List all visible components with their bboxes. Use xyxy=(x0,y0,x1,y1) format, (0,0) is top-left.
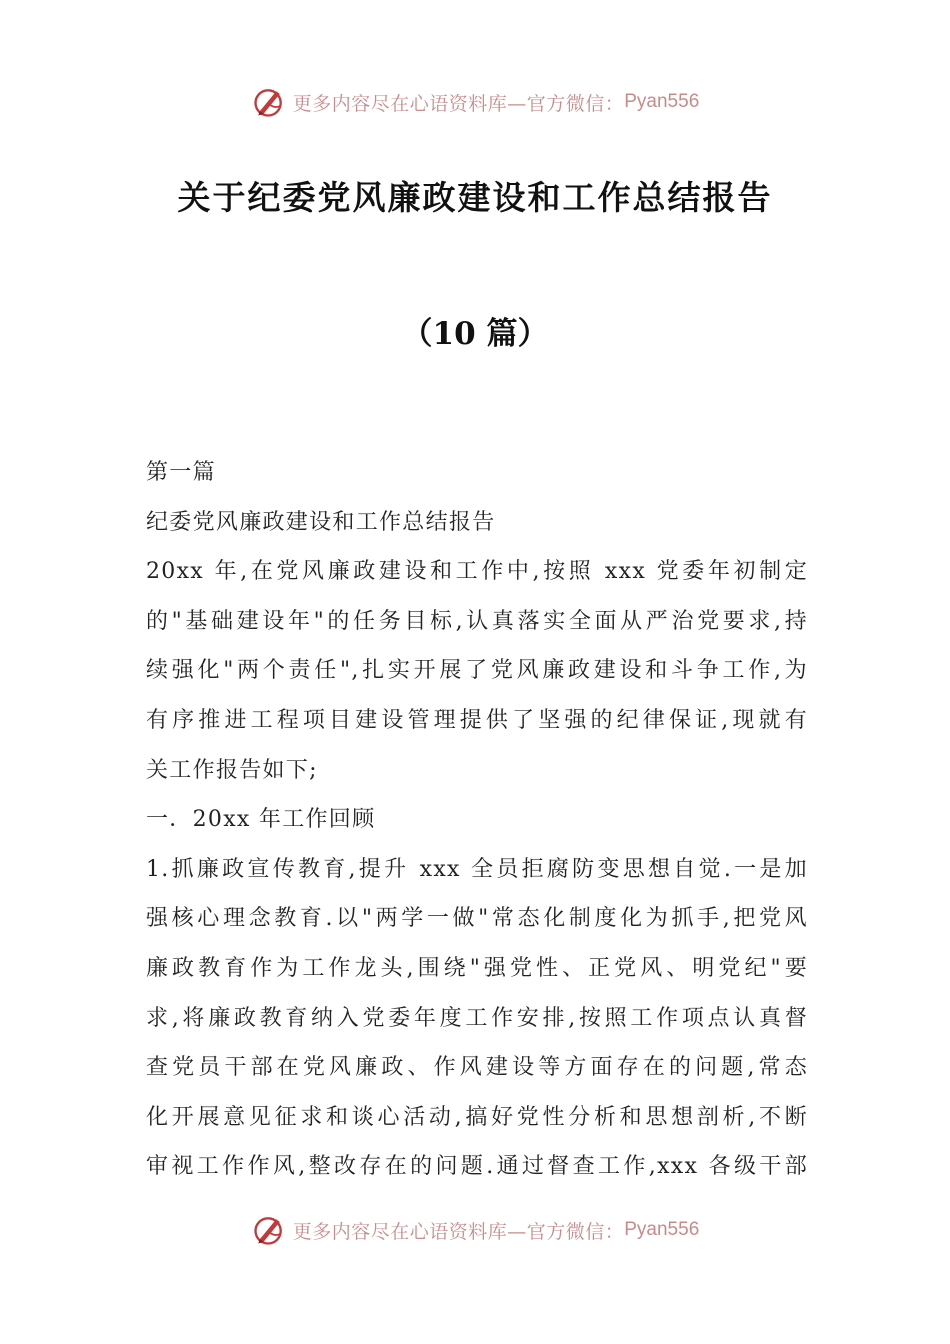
body-line: 20xx 年,在党风廉政建设和工作中,按照 xxx 党委年初制定 xyxy=(146,559,808,585)
watermark-footer xyxy=(0,1210,950,1250)
pen-logo-icon xyxy=(251,84,287,120)
body-line: 1.抓廉政宣传教育,提升 xxx 全员拒腐防变思想自觉.一是加 xyxy=(146,856,808,882)
body-line: 求,将廉政教育纳入党委年度工作安排,按照工作项点认真督 xyxy=(146,1005,808,1031)
pen-logo-icon xyxy=(251,1212,287,1248)
body-line: 关工作报告如下; xyxy=(146,757,318,783)
watermark-text: 更多内容尽在心语资料库—官方微信： xyxy=(292,92,625,115)
body-line: 有序推进工程项目建设管理提供了坚强的纪律保证,现就有 xyxy=(146,707,808,733)
document-body xyxy=(146,448,808,1192)
watermark-text: 更多内容尽在心语资料库—官方微信： xyxy=(292,1220,625,1243)
watermark-header xyxy=(0,82,950,122)
body-line: 审视工作作风,整改存在的问题.通过督查工作,xxx 各级干部 xyxy=(146,1154,808,1180)
body-line: 的"基础建设年"的任务目标,认真落实全面从严治党要求,持 xyxy=(146,608,808,634)
document-subtitle: （10 篇） xyxy=(401,316,549,352)
section-heading: 第一篇 xyxy=(146,460,216,485)
body-line: 查党员干部在党风廉政、作风建设等方面存在的问题,常态 xyxy=(146,1055,808,1081)
document-title: 关于纪委党风廉政建设和工作总结报告 xyxy=(177,178,773,217)
body-line: 廉政教育作为工作龙头,围绕"强党性、正党风、明党纪"要 xyxy=(146,955,808,981)
body-line: 化开展意见征求和谈心活动,搞好党性分析和思想剖析,不断 xyxy=(146,1104,808,1130)
watermark-wechat-id: Pyan556 xyxy=(624,1219,700,1240)
body-line: 强核心理念教育.以"两学一做"常态化制度化为抓手,把党风 xyxy=(146,906,808,932)
watermark-wechat-id: Pyan556 xyxy=(624,91,700,112)
subsection-heading: 一．20xx 年工作回顾 xyxy=(146,807,376,833)
article-title: 纪委党风廉政建设和工作总结报告 xyxy=(146,509,496,535)
body-line: 续强化"两个责任",扎实开展了党风廉政建设和斗争工作,为 xyxy=(146,658,808,684)
